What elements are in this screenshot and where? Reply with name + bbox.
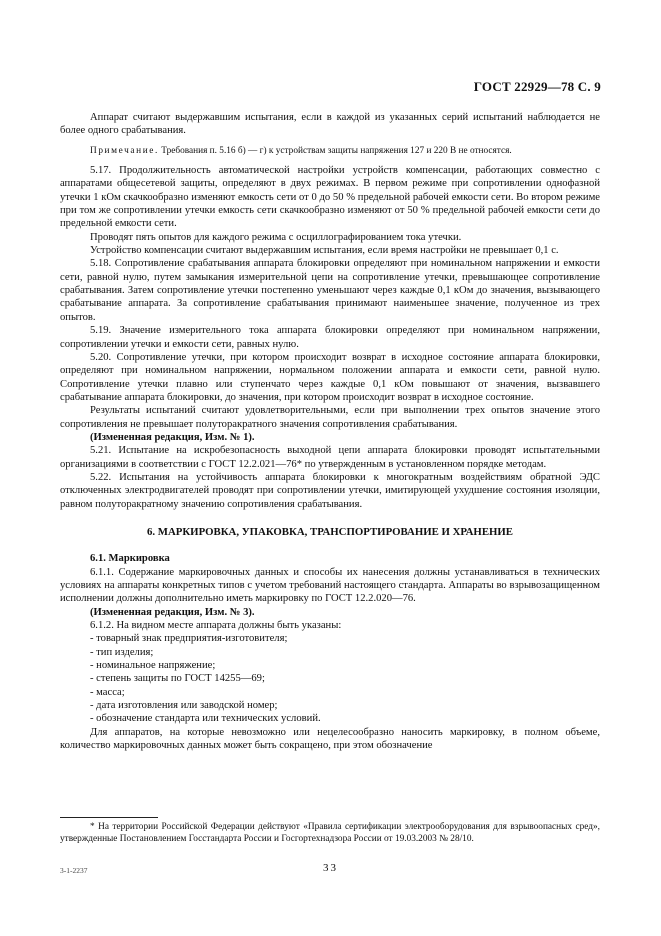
section-heading: 6. МАРКИРОВКА, УПАКОВКА, ТРАНСПОРТИРОВАНИЕ И ХРАНЕНИЕ (146, 525, 514, 538)
page-header: ГОСТ 22929—78 С. 9 (473, 79, 601, 94)
paragraph: Для аппаратов, на которые невозможно или нецелесообразно наносить маркировку, в полном объеме, количество маркировочных данных может быть сокращено, при этом обозначение (60, 726, 600, 752)
note (60, 145, 600, 158)
list-item: - тип изделия; (90, 646, 154, 658)
clause-6-1-1: 6.1.1. Содержание маркировочных данных и способы их нанесения должны устанавливаться в технических условиях на аппараты конкретных типов с учетом требований настоящего стандарта. Аппараты во взрывозащищенном исполнении должны дополнительно иметь маркировку по ГОСТ 12.2.020—76. (60, 566, 600, 605)
note-label: Примечание. (90, 145, 159, 156)
clause-5-21: 5.21. Испытание на искробезопасность выходной цепи аппарата блокировки проводят испытательными организациями в соответствии с ГОСТ 12.2.021—76* по утвержденным в установленном порядке методам. (60, 445, 600, 470)
footnote-text: * На территории Российской Федерации действуют «Правила сертификации электрооборудования для взрывоопасных сред», утвержденные Постановлением Госстандарта России и Госгортехнадзора России от 19.03.2003 № 28/10. (60, 822, 600, 844)
list-item: - масса; (90, 686, 125, 698)
paragraph: Результаты испытаний считают удовлетворительными, если при выполнении трех опытов значение этого сопротивления не превышает полуторакратного значения сопротивления срабатывания. (60, 405, 600, 430)
amendment-note: (Измененная редакция, Изм. № 1). (90, 431, 255, 443)
paragraph: Проводят пять опытов для каждого режима с осциллографированием тока утечки. (90, 231, 462, 243)
clause-6-1-2: 6.1.2. На видном месте аппарата должны быть указаны: (90, 620, 342, 632)
footnote (60, 821, 600, 845)
subsection-heading: 6.1. Маркировка (90, 553, 170, 565)
clause-5-17: 5.17. Продолжительность автоматической настройки устройств компенсации, работающих совместно с аппаратами общесетевой защиты, определяют в двух режимах. В первом режиме при сопротивлении однофазной утечки 1 кОм скачкообразно изменяют емкость сети от 0 до 50 % предельной рабочей емкости сети. Во втором режиме при том же сопротивлении утечки емкость сети скачкообразно изменяют от 50 % предельной рабочей емкости сети до предельной емкости сети. (60, 165, 600, 230)
clause-5-19: 5.19. Значение измерительного тока аппарата блокировки определяют при номинальном напряжении, сопротивлении утечки и емкости сети, равных нулю. (60, 325, 600, 350)
document-body (60, 111, 600, 752)
page-number: 33 (323, 862, 338, 874)
amendment-note: (Измененная редакция, Изм. № 3). (90, 606, 255, 618)
list-item: - степень защиты по ГОСТ 14255—69; (90, 673, 265, 685)
list-item: - дата изготовления или заводской номер; (90, 700, 278, 712)
list-item: - обозначение стандарта или технических условий. (90, 713, 321, 725)
paragraph: Аппарат считают выдержавшим испытания, если в каждой из указанных серий испытаний наблюдается не более одного срабатывания. (60, 112, 600, 137)
clause-5-22: 5.22. Испытания на устойчивость аппарата блокировки к многократным воздействиям обратной ЭДС отключенных электродвигателей проводят при сопротивлении утечки, имитирующей ухудшение состояния изоляции, равном полуторакратному значению сопротивления срабатывания. (60, 471, 600, 510)
marking-list (60, 632, 600, 725)
print-code: 3-1-2237 (60, 866, 88, 875)
paragraph: Устройство компенсации считают выдержавшим испытания, если время настройки не превышает 0,1 с. (90, 245, 559, 257)
note-text: Требования п. 5.16 б) — г) к устройствам защиты напряжения 127 и 220 В не относятся. (161, 145, 512, 156)
list-item: - номинальное напряжение; (90, 660, 216, 672)
footnote-divider (60, 817, 158, 818)
clause-5-18: 5.18. Сопротивление срабатывания аппарата блокировки определяют при номинальном напряжении и емкости сети, равной нулю, путем замыкания измерительной цепи на сопротивление утечки, превышающее сопротивление срабатывания. Затем сопротивление утечки постепенно уменьшают через каждые 0,1 кОм до значения, вызывающего срабатывание аппарата. За сопротивление срабатывания принимают наименьшее значение, полученное из трех опытов. (60, 258, 600, 323)
clause-5-20: 5.20. Сопротивление утечки, при котором происходит возврат в исходное состояние аппарата блокировки, определяют при номинальном напряжении, нормальном положении аппарата и емкости сети, равной нулю. Сопротивление утечки плавно или ступенчато через каждые 0,1 кОм повышают от значения, вызвавшего срабатывание аппарата блокировки, до значения, при котором происходит возврат в исходное состояние. (60, 351, 600, 403)
list-item: - товарный знак предприятия-изготовителя; (90, 633, 288, 645)
